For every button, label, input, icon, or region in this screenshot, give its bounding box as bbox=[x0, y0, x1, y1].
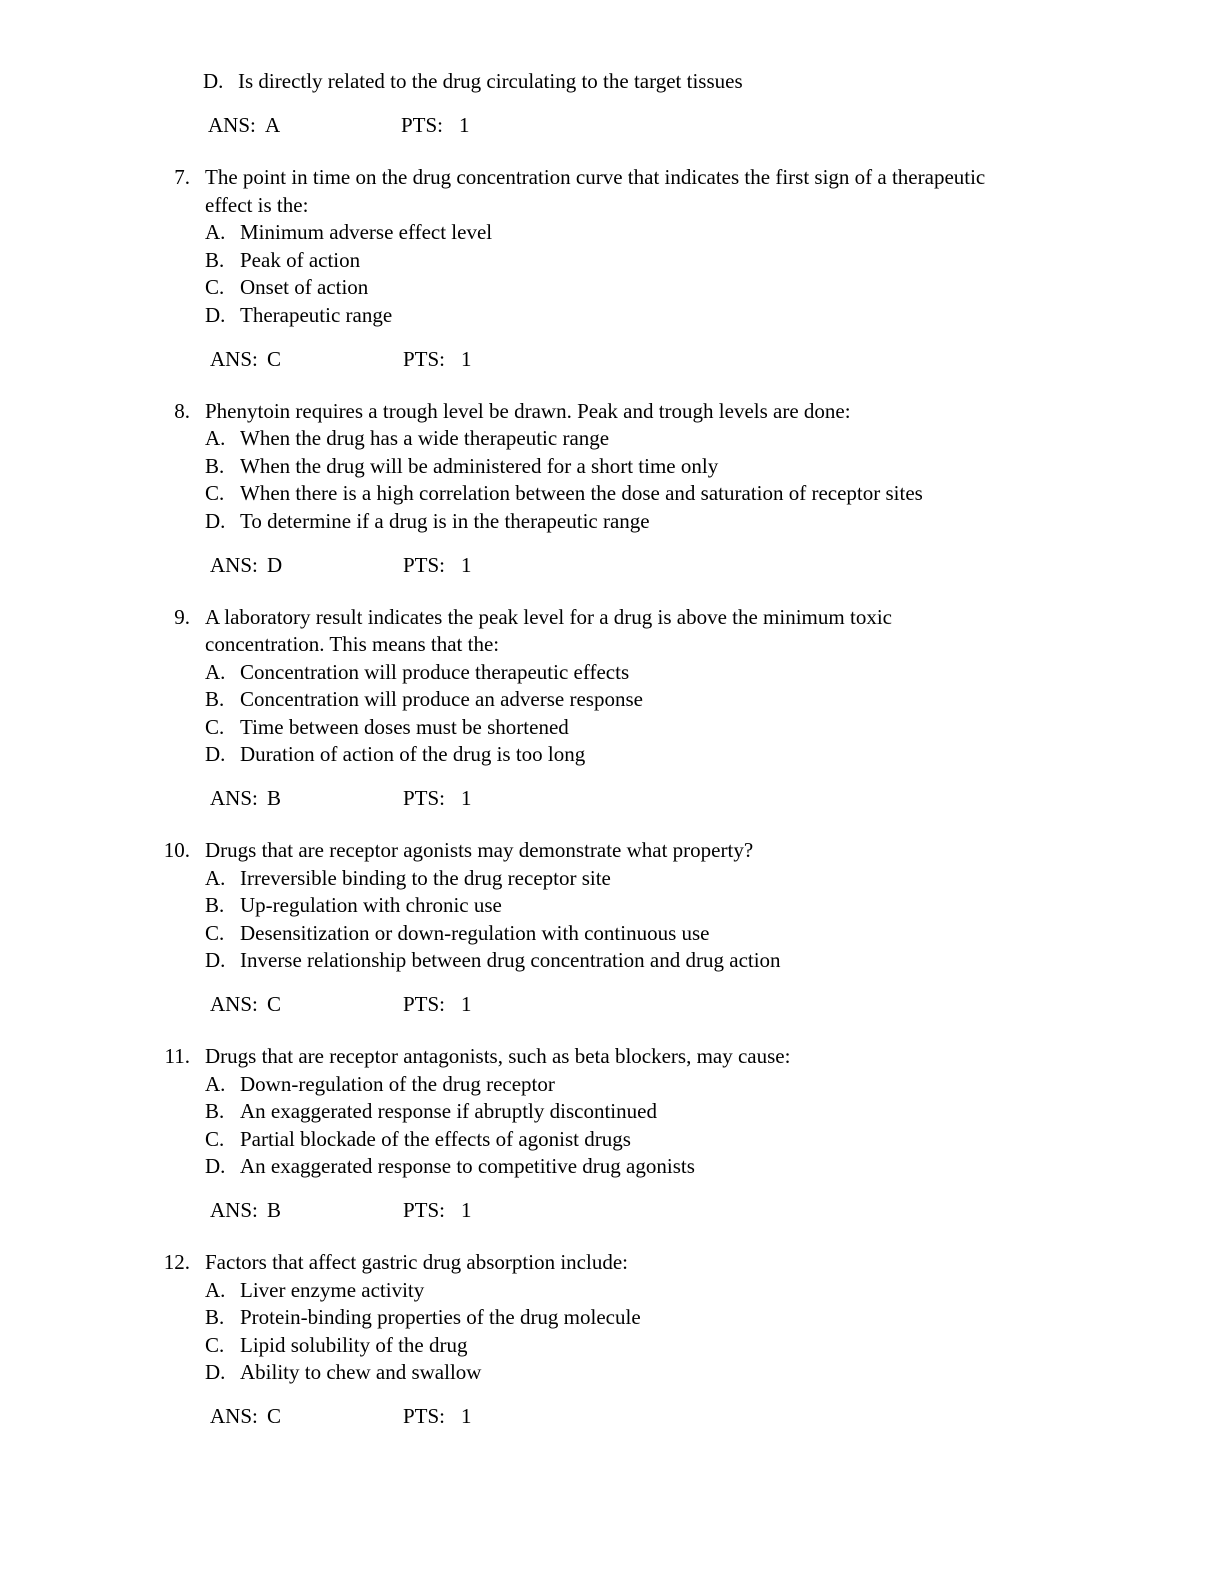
option-letter: A. bbox=[205, 659, 226, 684]
option-text: When the drug has a wide therapeutic range bbox=[240, 426, 610, 450]
pts-value: 1 bbox=[461, 1198, 472, 1222]
question-block bbox=[0, 164, 1224, 373]
option-letter: D. bbox=[205, 1360, 226, 1384]
question-options bbox=[205, 659, 1125, 769]
ans-value: C bbox=[267, 992, 282, 1016]
option-row bbox=[205, 274, 1125, 302]
question-text-line: Drugs that are receptor antagonists, such as beta blockers, may cause: bbox=[205, 1044, 791, 1068]
option-text: Inverse relationship between drug concentration and drug action bbox=[240, 948, 781, 972]
option-row bbox=[205, 1098, 1125, 1126]
option-text: Concentration will produce therapeutic effects bbox=[240, 659, 630, 684]
question-body bbox=[190, 398, 1125, 580]
question-number: 12. bbox=[163, 1250, 190, 1274]
question-options bbox=[205, 1277, 1125, 1387]
question-block bbox=[0, 604, 1224, 813]
option-row bbox=[205, 302, 1125, 330]
question-grid bbox=[0, 164, 1224, 373]
option-letter: C. bbox=[205, 714, 225, 739]
option-letter: B. bbox=[205, 247, 225, 272]
ans-label: ANS: bbox=[210, 1404, 258, 1428]
ans-label: ANS: bbox=[210, 552, 258, 577]
question-number: 11. bbox=[164, 1044, 190, 1068]
option-row bbox=[205, 865, 1125, 893]
option-text: Duration of action of the drug is too long bbox=[240, 742, 586, 766]
ans-value: C bbox=[267, 1404, 282, 1428]
option-letter: A. bbox=[205, 220, 226, 244]
question-text bbox=[205, 604, 1125, 659]
question-grid bbox=[0, 604, 1224, 813]
option-text: When the drug will be administered for a short time only bbox=[240, 453, 719, 478]
option-row bbox=[205, 1153, 1125, 1181]
question-text bbox=[205, 164, 1125, 219]
answer-row bbox=[203, 112, 1224, 140]
option-row bbox=[205, 741, 1125, 769]
question-text-line: concentration. This means that the: bbox=[205, 632, 500, 656]
option-text: Peak of action bbox=[240, 247, 361, 272]
questions-container bbox=[0, 164, 1224, 1431]
question-text-line: effect is the: bbox=[205, 192, 309, 217]
question-grid bbox=[0, 837, 1224, 1019]
option-row bbox=[205, 1359, 1125, 1387]
option-letter: D. bbox=[205, 302, 226, 327]
option-text: When there is a high correlation between the dose and saturation of receptor sites bbox=[240, 481, 923, 505]
option-text: Therapeutic range bbox=[240, 302, 393, 327]
question-text-line: Drugs that are receptor agonists may demonstrate what property? bbox=[205, 838, 754, 862]
option-letter: A. bbox=[205, 865, 226, 890]
question-block bbox=[0, 1043, 1224, 1225]
option-row bbox=[205, 947, 1125, 975]
question-body bbox=[190, 164, 1125, 373]
option-letter: C. bbox=[205, 1332, 225, 1357]
option-letter: C. bbox=[205, 920, 225, 945]
option-letter: A. bbox=[205, 426, 226, 450]
option-text: An exaggerated response to competitive drug agonists bbox=[240, 1154, 695, 1178]
question-body bbox=[190, 1249, 1125, 1431]
pts-label: PTS: bbox=[403, 346, 446, 371]
answer-row bbox=[205, 346, 1125, 374]
question-options bbox=[205, 425, 1125, 535]
option-text: Ability to chew and swallow bbox=[240, 1360, 482, 1384]
option-letter: B. bbox=[205, 453, 225, 478]
ans-value: A bbox=[265, 113, 281, 137]
option-row bbox=[205, 920, 1125, 948]
pts-label: PTS: bbox=[403, 552, 446, 577]
pts-label: PTS: bbox=[403, 1198, 446, 1222]
option-text: Irreversible binding to the drug receptor site bbox=[240, 865, 611, 890]
option-row bbox=[205, 219, 1125, 247]
option-letter: D. bbox=[205, 742, 226, 766]
question-options bbox=[205, 1071, 1125, 1181]
ans-label: ANS: bbox=[210, 346, 258, 371]
pts-label: PTS: bbox=[403, 786, 446, 810]
pts-label: PTS: bbox=[401, 113, 444, 137]
answer-row bbox=[205, 991, 1125, 1019]
option-row bbox=[205, 425, 1125, 453]
option-row bbox=[205, 714, 1125, 742]
option-row bbox=[205, 247, 1125, 275]
question-text-line: A laboratory result indicates the peak level for a drug is above the minimum toxic bbox=[205, 604, 892, 629]
option-text: Minimum adverse effect level bbox=[240, 220, 493, 244]
question-body bbox=[190, 1043, 1125, 1225]
ans-label: ANS: bbox=[210, 992, 258, 1016]
pts-value: 1 bbox=[461, 1404, 472, 1428]
question-options bbox=[205, 219, 1125, 329]
option-letter: D. bbox=[203, 69, 224, 93]
leftover-answer-block bbox=[0, 68, 1224, 140]
option-row bbox=[205, 686, 1125, 714]
option-letter: D. bbox=[205, 1154, 226, 1178]
ans-value: C bbox=[267, 346, 282, 371]
option-letter: D. bbox=[205, 948, 226, 972]
option-text: Down-regulation of the drug receptor bbox=[240, 1071, 555, 1096]
option-row bbox=[205, 1277, 1125, 1305]
pts-value: 1 bbox=[461, 786, 472, 810]
question-grid bbox=[0, 1249, 1224, 1431]
option-text: Concentration will produce an adverse response bbox=[240, 687, 643, 711]
question-text bbox=[205, 1249, 1125, 1277]
question-number: 10. bbox=[163, 838, 190, 862]
question-text-line: The point in time on the drug concentration curve that indicates the first sign of a therapeutic bbox=[205, 165, 986, 189]
ans-label: ANS: bbox=[208, 113, 256, 137]
option-text: Protein-binding properties of the drug molecule bbox=[240, 1305, 641, 1329]
option-text: Onset of action bbox=[240, 275, 369, 299]
question-block bbox=[0, 398, 1224, 580]
question-body bbox=[190, 837, 1125, 1019]
option-letter: A. bbox=[205, 1277, 226, 1302]
question-grid bbox=[0, 1043, 1224, 1225]
pts-value: 1 bbox=[461, 992, 472, 1016]
ans-value: B bbox=[267, 786, 282, 810]
question-text bbox=[205, 837, 1125, 865]
option-text: Lipid solubility of the drug bbox=[240, 1332, 468, 1357]
option-letter: C. bbox=[205, 275, 225, 299]
option-text: Partial blockade of the effects of agonist drugs bbox=[240, 1126, 631, 1151]
question-block bbox=[0, 837, 1224, 1019]
ans-label: ANS: bbox=[210, 786, 258, 810]
question-number: 8. bbox=[174, 398, 190, 423]
option-row bbox=[205, 1126, 1125, 1154]
pts-label: PTS: bbox=[403, 992, 446, 1016]
question-text bbox=[205, 398, 1125, 426]
option-text: Desensitization or down-regulation with continuous use bbox=[240, 920, 710, 945]
option-text: Is directly related to the drug circulating to the target tissues bbox=[238, 69, 743, 93]
option-letter: A. bbox=[205, 1071, 226, 1096]
option-text: Liver enzyme activity bbox=[240, 1277, 425, 1302]
option-letter: B. bbox=[205, 1305, 225, 1329]
question-block bbox=[0, 1249, 1224, 1431]
question-text-line: Factors that affect gastric drug absorption include: bbox=[205, 1250, 628, 1274]
answer-row bbox=[205, 552, 1125, 580]
answer-row bbox=[205, 1197, 1125, 1225]
option-text: Up-regulation with chronic use bbox=[240, 893, 502, 917]
question-number: 7. bbox=[174, 165, 190, 189]
question-number: 9. bbox=[174, 604, 190, 629]
option-text: Time between doses must be shortened bbox=[240, 714, 569, 739]
option-letter: B. bbox=[205, 1099, 225, 1123]
option-letter: B. bbox=[205, 893, 225, 917]
pts-value: 1 bbox=[461, 552, 472, 577]
ans-label: ANS: bbox=[210, 1198, 258, 1222]
question-text-line: Phenytoin requires a trough level be drawn. Peak and trough levels are done: bbox=[205, 398, 851, 423]
option-row bbox=[205, 508, 1125, 536]
question-body bbox=[190, 604, 1125, 813]
option-letter: B. bbox=[205, 687, 225, 711]
pts-label: PTS: bbox=[403, 1404, 446, 1428]
option-row bbox=[205, 892, 1125, 920]
option-row bbox=[203, 68, 1224, 96]
option-letter: D. bbox=[205, 508, 226, 533]
pts-value: 1 bbox=[461, 346, 472, 371]
question-options bbox=[205, 865, 1125, 975]
option-text: To determine if a drug is in the therapeutic range bbox=[240, 508, 650, 533]
option-row bbox=[205, 1332, 1125, 1360]
question-text bbox=[205, 1043, 1125, 1071]
answer-row bbox=[205, 785, 1125, 813]
answer-row bbox=[205, 1403, 1125, 1431]
option-row bbox=[205, 659, 1125, 687]
question-grid bbox=[0, 398, 1224, 580]
pts-value: 1 bbox=[459, 113, 470, 137]
option-row bbox=[205, 1304, 1125, 1332]
ans-value: B bbox=[267, 1198, 282, 1222]
ans-value: D bbox=[267, 552, 283, 577]
option-row bbox=[205, 453, 1125, 481]
option-letter: C. bbox=[205, 1126, 225, 1151]
option-text: An exaggerated response if abruptly discontinued bbox=[240, 1099, 657, 1123]
option-row bbox=[205, 1071, 1125, 1099]
option-row bbox=[205, 480, 1125, 508]
option-letter: C. bbox=[205, 481, 225, 505]
